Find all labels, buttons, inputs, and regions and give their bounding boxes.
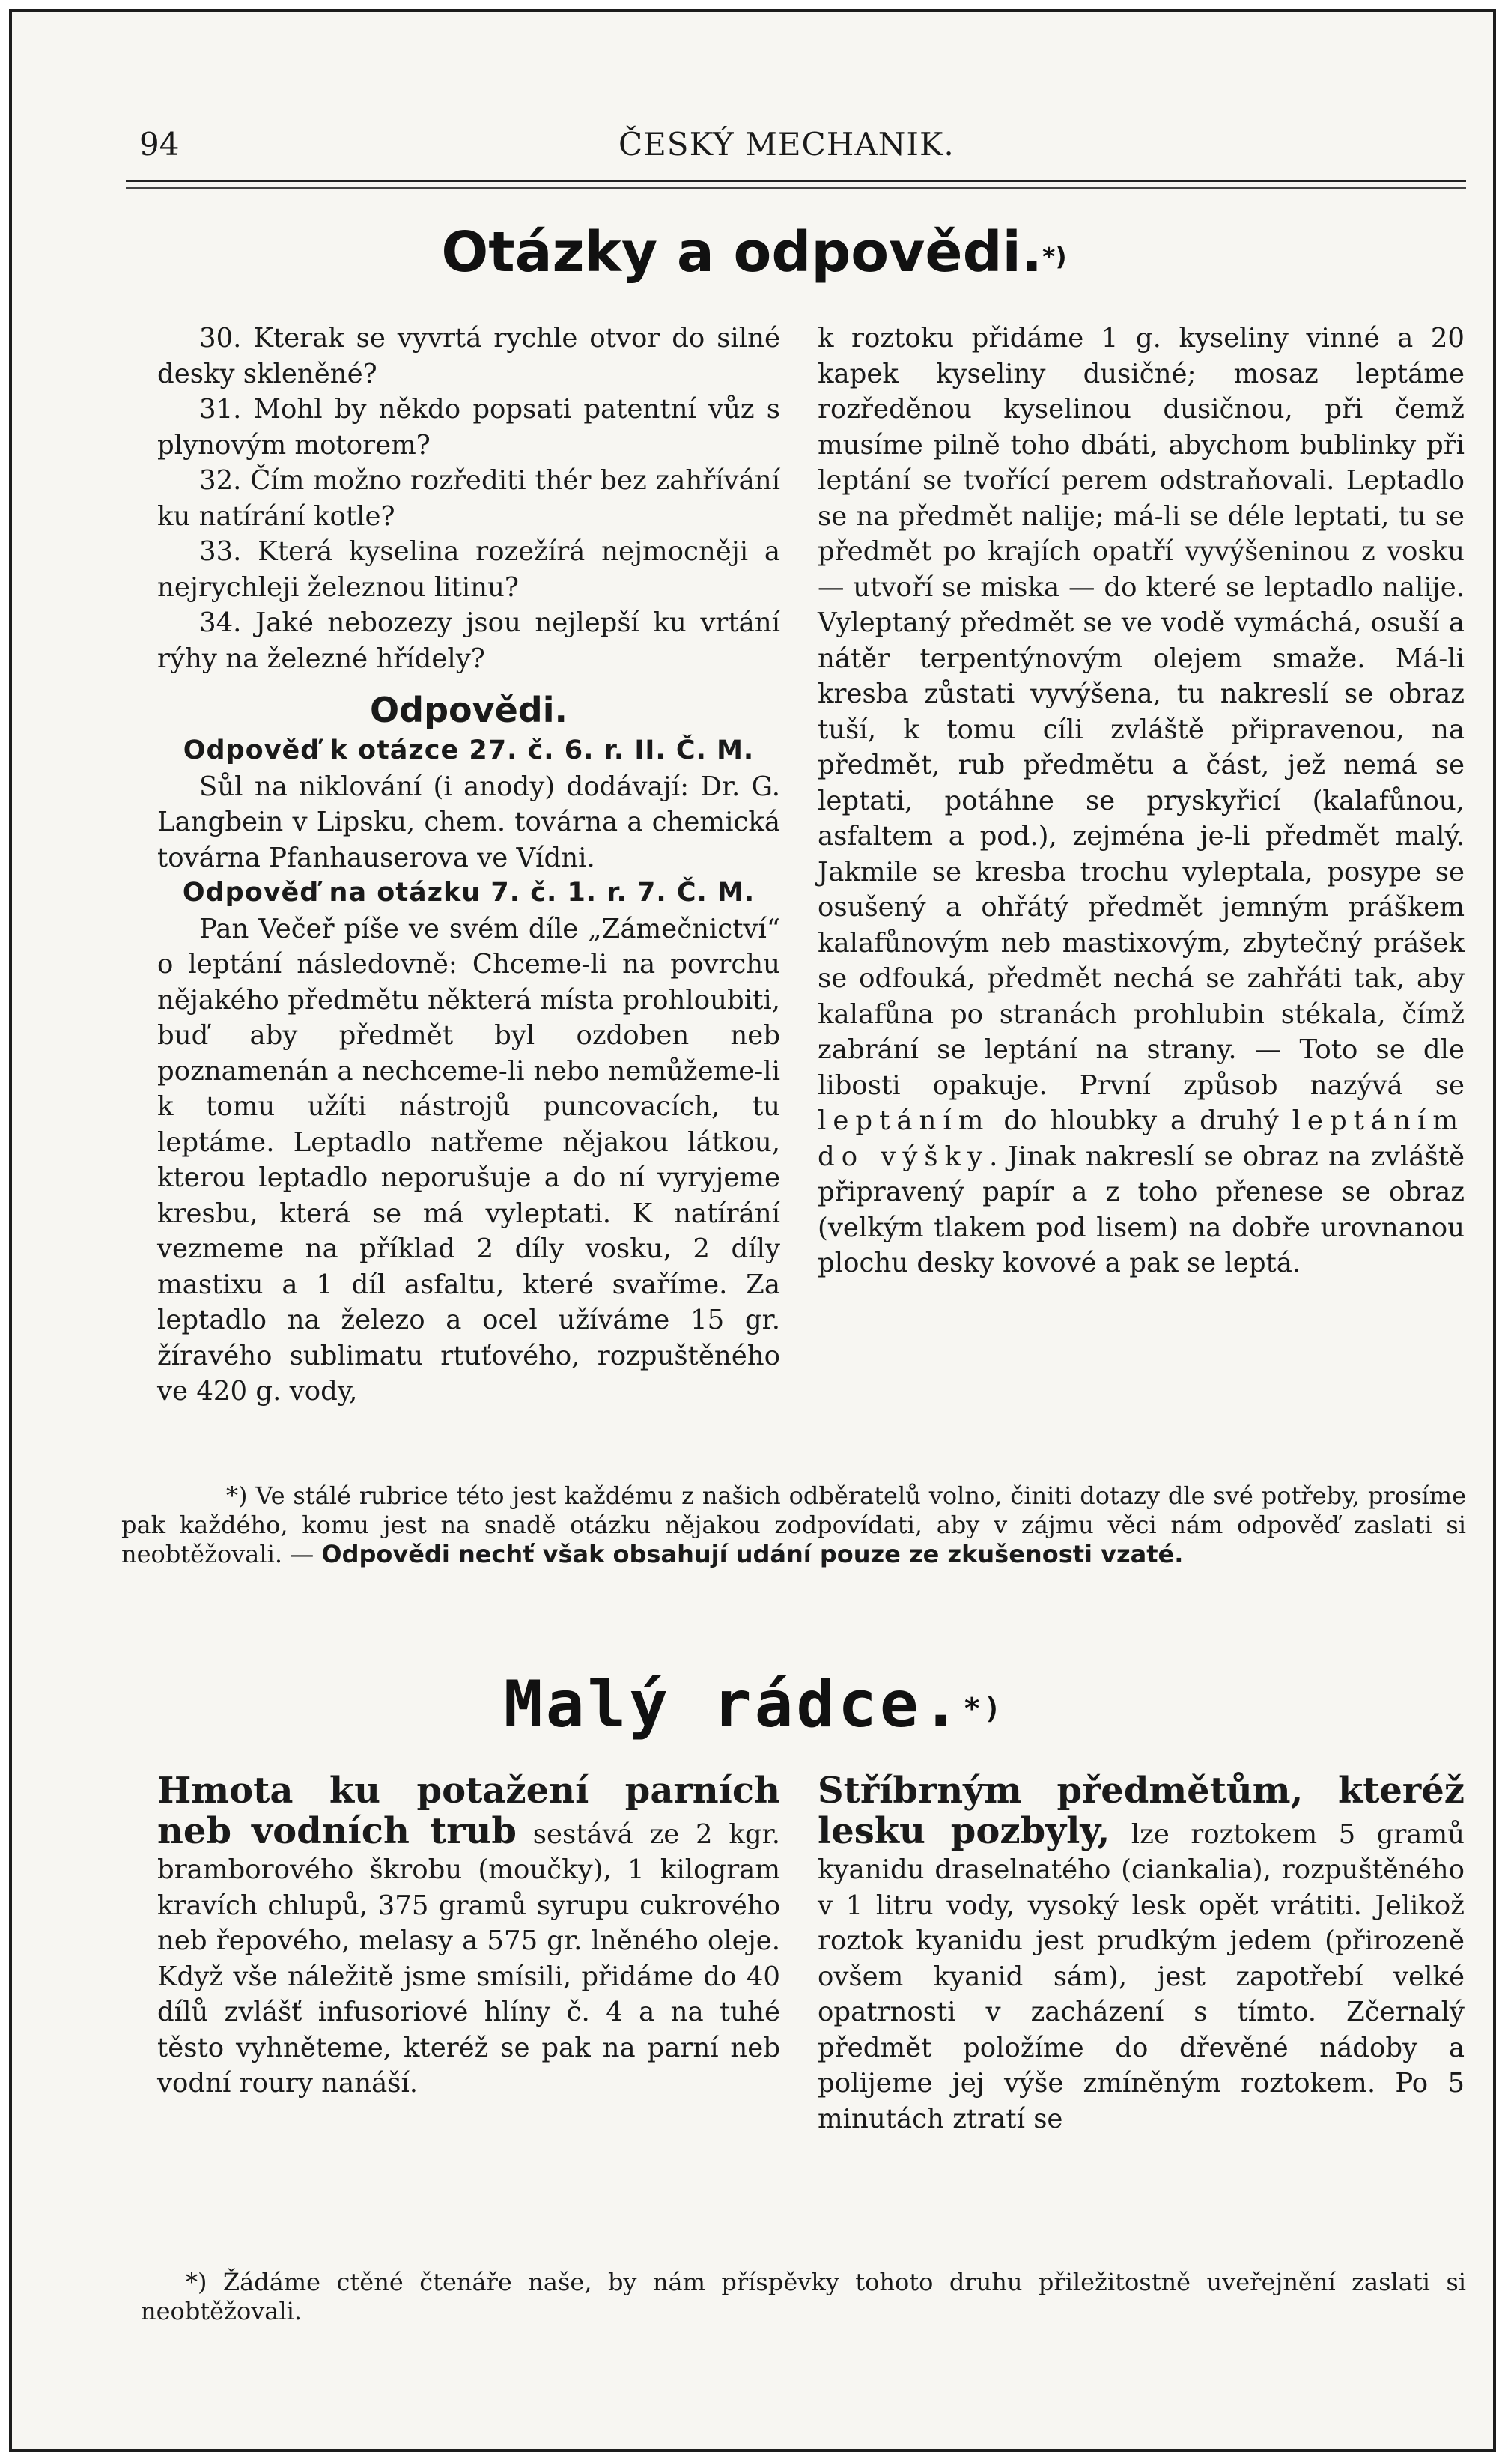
qa-footnote-bold: Odpovědi nechť však obsahují udání pouze ze zkušenosti vzaté.: [321, 1540, 1184, 1568]
qa-footnote: *) Ve stálé rubrice této jest každému z našich odběratelů volno, činiti dotazy dle své potřeby, prosíme pak každého, komu jest na snadě otázku nějakou zodpovídati, aby v zájmu věci nám odpověď zaslati si neobtěžovali. — Odpovědi nechť však obsahují udání pouze ze zkušenosti vzaté.: [121, 1481, 1466, 1568]
answer-text-7: Pan Večeř píše ve svém díle „Zámečnictví“ o leptání následovně: Chceme-li na povrchu nějakého předmětu některá místa prohloubiti, buď aby předmět byl ozdoben neb poznamenán a nechceme-li nebo nemůžeme-li k tomu užíti nástrojů puncovacích, tu leptáme. Leptadlo natřeme nějakou látkou, kterou leptadlo neporušuje a do ní vyryjeme kresbu, která se má vyleptati. K natírání vezmeme na příklad 2 díly vosku, 2 díly mastixu a 1 díl asfaltu, které svaříme. Za leptadlo na železo a ocel užíváme 15 gr. žíravého sublimatu rtuťového, rozpuštěného ve 420 g. vody,: [157, 913, 780, 1407]
emphasis-leptanim-do-vysky: leptáním do výšky: [818, 1105, 1465, 1172]
header-rule: [126, 180, 1466, 182]
title-footnote-mark: *): [1042, 242, 1067, 271]
advisor-right-heading: Stříbrným předmětům, kteréž lesku pozbyly,: [818, 1770, 1465, 1852]
answer-heading-7: Odpověď na otázku 7. č. 1. r. 7. Č. M.: [182, 878, 755, 908]
advisor-left-heading: Hmota ku potažení parních neb vodních trub: [157, 1770, 780, 1852]
question-34: 34. Jaké nebozezy jsou nejlepší ku vrtání rýhy na železné hřídely?: [157, 607, 780, 674]
right-column: [818, 321, 1465, 1281]
advisor-right-column: [818, 1772, 1465, 2137]
question-30: 30. Kterak se vyvrtá rychle otvor do silné desky skleněné?: [157, 323, 780, 389]
left-column: [157, 321, 780, 1409]
answer-continuation: k roztoku přidáme 1 g. kyseliny vinné a 20 kapek kyseliny dusičné; mosaz leptáme rozředěnou kyselinou dusičnou, při čemž musíme pilně toho dbáti, abychom bublinky při leptání se tvořící perem odstraňovali. Leptadlo se na předmět nalije; má-li se déle leptati, tu se předmět po krajích opatří vyvýšeninou z vosku — utvoří se miska — do které se leptadlo nalije. Vyleptaný předmět se ve vodě vymáchá, osuší a nátěr terpentýnovým olejem smaže. Má-li kresba zůstati vyvýšena, tu nakreslí se obraz tuší, k tomu cíli zvláště připravenou, na předmět, rub předmětu a část, jež nemá se leptati, potáhne se pryskyřicí (kalafůnou, asfaltem a pod.), zejména je-li předmět malý. Jakmile se kresba trochu vyleptala, posype se osušený a ohřátý předmět jemným práškem kalafůnovým neb mastixovým, zbytečný prášek se odfouká, předmět nechá se zahřáti tak, aby kalafůna po stranách prohlubin stékala, čímž zabrání se leptání na strany. — Toto se dle libosti opakuje. První způsob nazývá se: [818, 323, 1465, 1101]
advisor-footnote: *) Žádáme ctěné čtenáře naše, by nám příspěvky tohoto druhu přiležitostně uveřejnění zaslati si neobtěžovali.: [141, 2268, 1466, 2325]
page-header: [139, 126, 1465, 171]
answer-heading-27: Odpověď k otázce 27. č. 6. r. II. Č. M.: [183, 735, 755, 765]
section-title-qa: Otázky a odpovědi.*): [441, 220, 1067, 285]
page-number: 94: [139, 126, 180, 163]
answer-text-27: Sůl na niklování (i anody) dodávají: Dr. G. Langbein v Lipsku, chem. továrna a chemická továrna Pfanhauserova ve Vídni.: [157, 771, 780, 873]
header-rule-thin: [126, 187, 1466, 189]
question-32: 32. Čím možno rozřediti thér bez zahřívání ku natírání kotle?: [157, 465, 780, 532]
answer-continuation-b: do hloubky a druhý: [1003, 1105, 1279, 1136]
advisor-left-column: [157, 1772, 780, 2102]
section-title-advisor: Malý rádce.*): [503, 1667, 1005, 1742]
question-33: 33. Která kyselina rozežírá nejmocněji a nejrychleji železnou litinu?: [157, 536, 780, 603]
question-31: 31. Mohl by někdo popsati patentní vůz s plynovým motorem?: [157, 394, 780, 461]
advisor-footnote-mark: *): [963, 1692, 1005, 1726]
advisor-left-text: sestává ze 2 kgr. bramborového škrobu (moučky), 1 kilogram kravích chlupů, 375 gramů syrupu cukrového neb řepového, melasy a 575 gr. lněného oleje. Když vše náležitě jsme smísili, přidáme do 40 dílů zvlášť infusoriové hlíny č. 4 a na tuhé těsto vyhněteme, kteréž se pak na parní neb vodní roury nanáší.: [157, 1818, 780, 2099]
answer-continuation-c: . Jinak nakreslí se obraz na zvláště připravený papír a z toho přenese se obraz (velkým tlakem pod lisem) na dobře urovnanou plochu desky kovové a pak se leptá.: [818, 1141, 1465, 1278]
emphasis-leptanim: leptáním: [818, 1105, 991, 1136]
answers-heading: Odpovědi.: [370, 690, 568, 730]
running-title: ČESKÝ MECHANIK.: [618, 126, 955, 163]
advisor-right-text: lze roztokem 5 gramů kyanidu draselnatého (ciankalia), rozpuštěného v 1 litru vody, vysoký lesk opět vrátiti. Jelikož roztok kyanidu jest prudkým jedem (přirozeně ovšem kyanid sám), jest zapotřebí velké opatrnosti v zacházení s tímto. Zčernalý předmět položíme do dřevěné nádoby a polijeme jej výše zmíněným roztokem. Po 5 minutách ztratí se: [818, 1818, 1465, 2134]
